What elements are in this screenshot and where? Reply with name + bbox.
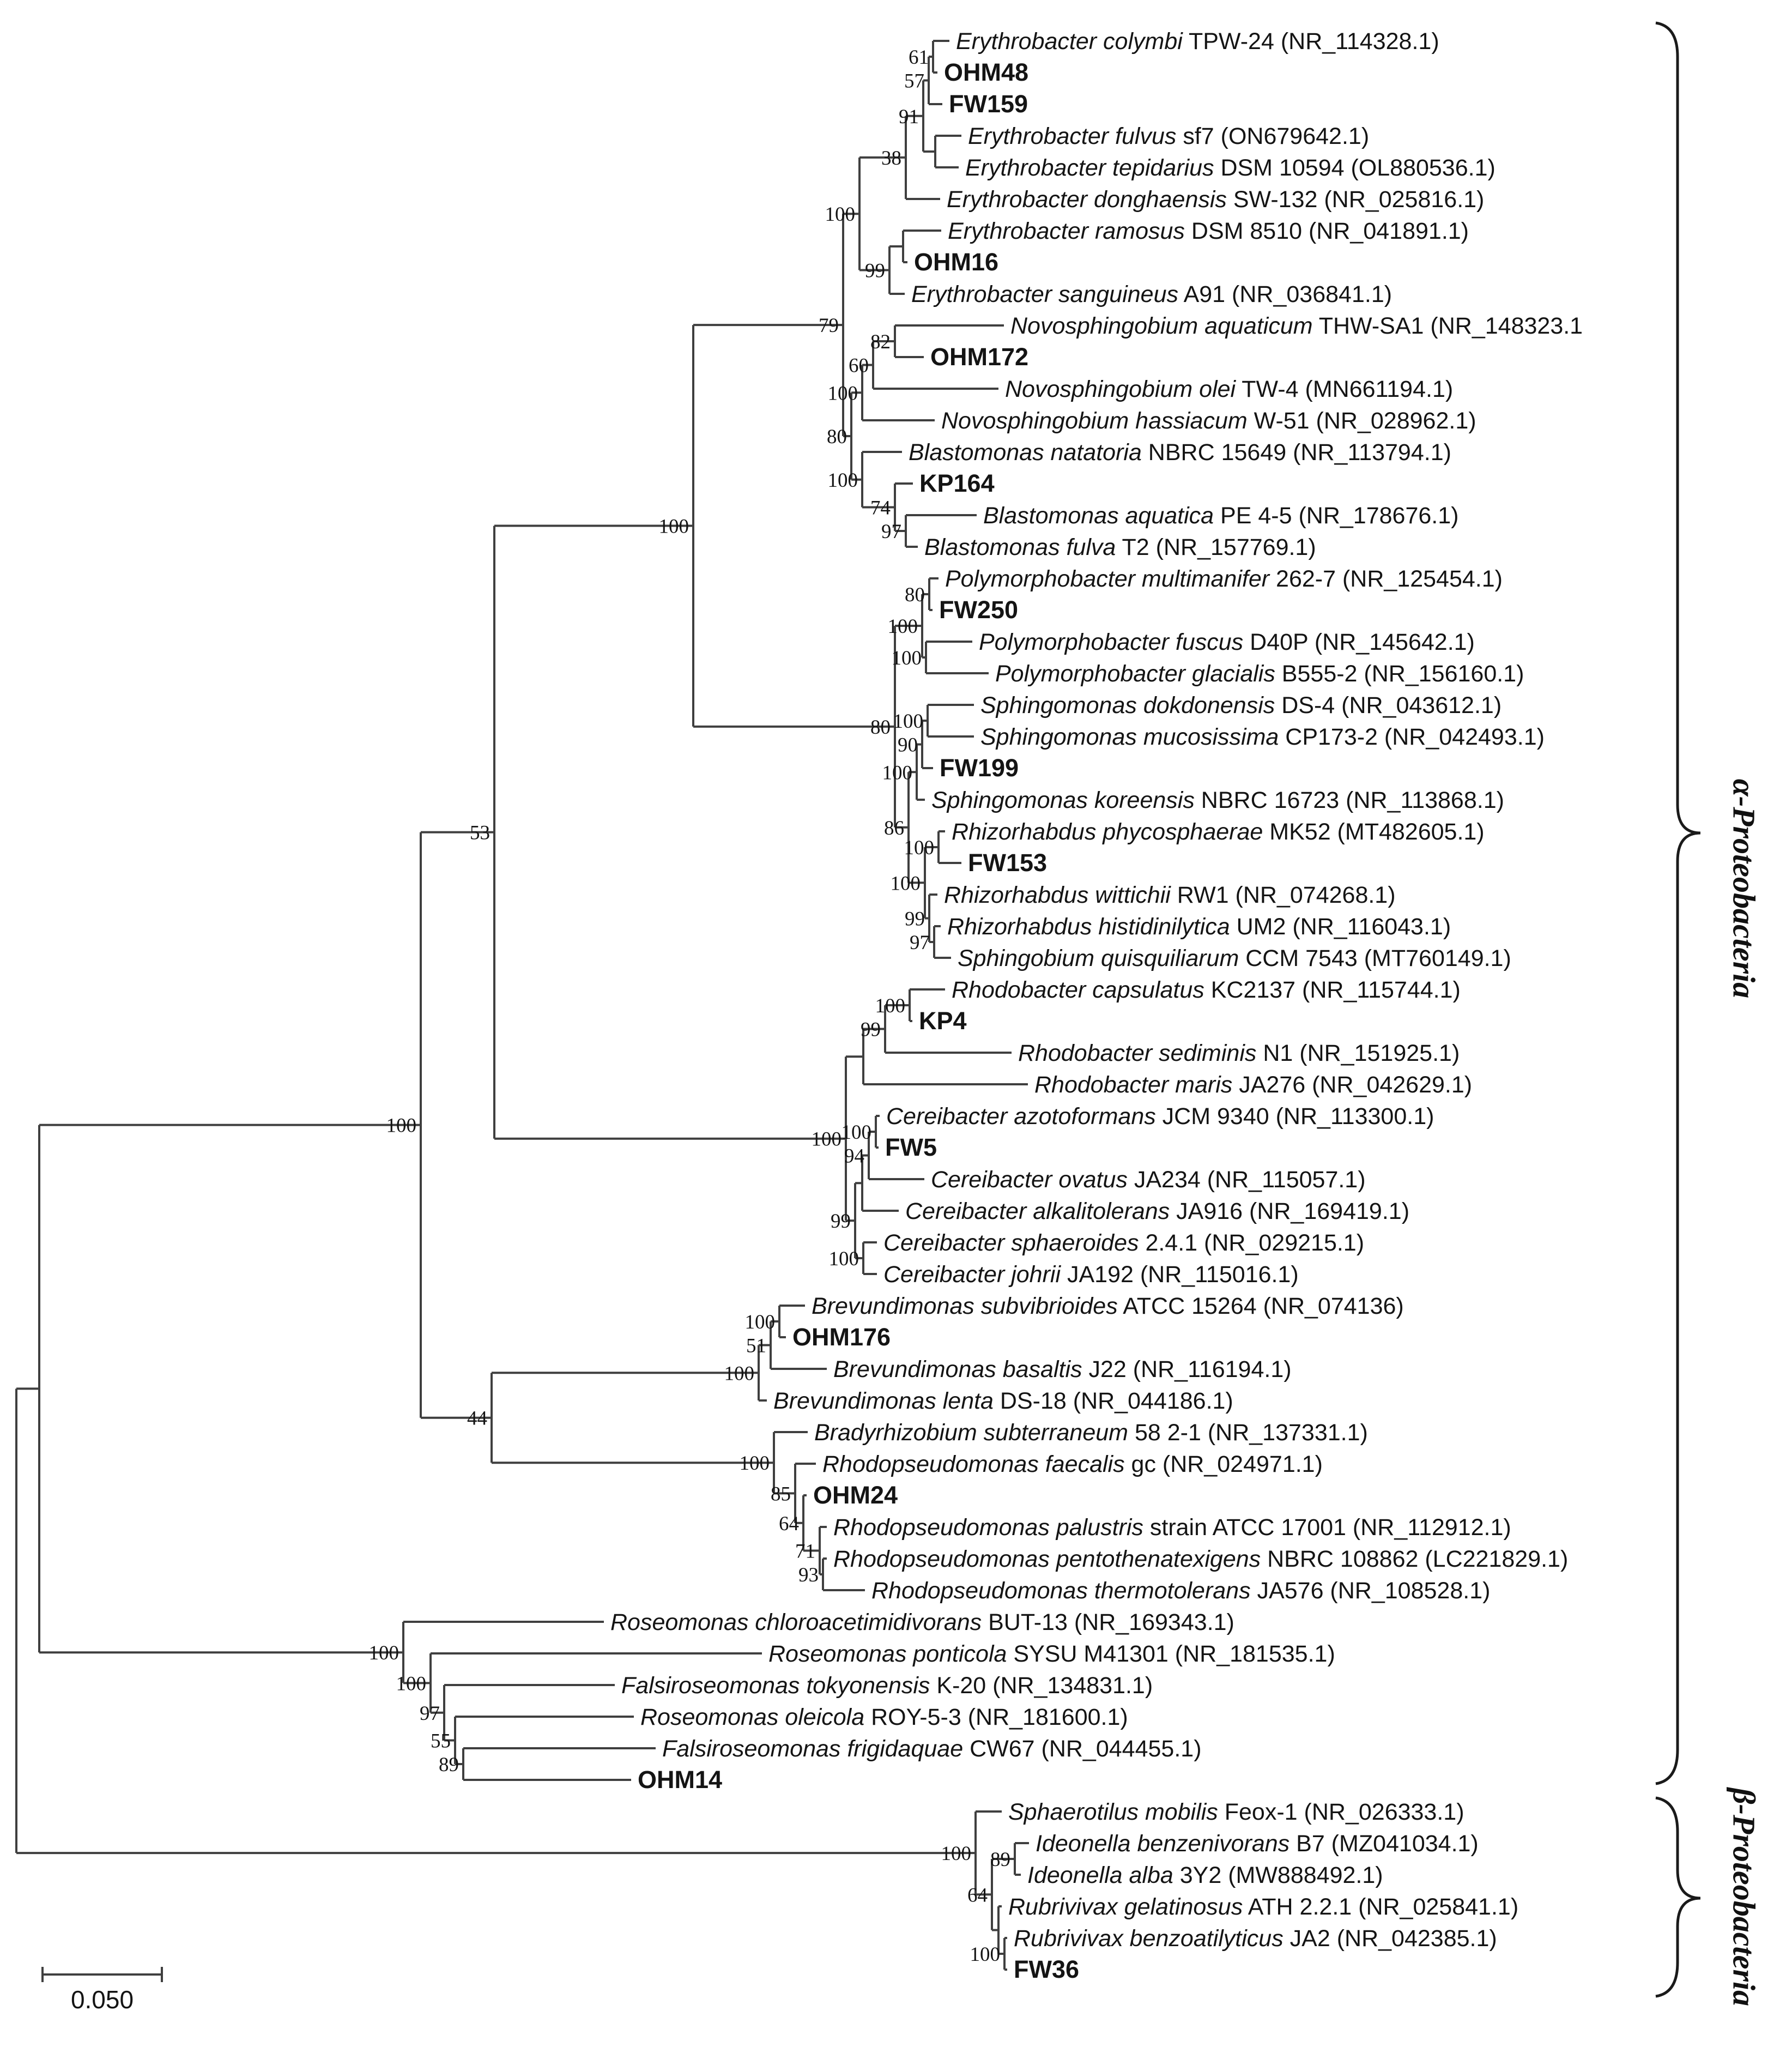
bootstrap-label: 100 bbox=[828, 1248, 859, 1270]
bootstrap-label: 100 bbox=[887, 615, 918, 638]
leaf-label: Erythrobacter colymbi TPW-24 (NR_114328.1) bbox=[956, 28, 1439, 55]
bootstrap-label: 44 bbox=[467, 1407, 487, 1430]
bootstrap-label: 99 bbox=[861, 1018, 881, 1041]
leaf-label: Rubrivivax gelatinosus ATH 2.2.1 (NR_025841.1) bbox=[1008, 1894, 1519, 1920]
leaf-label: OHM48 bbox=[944, 58, 1029, 86]
bootstrap-label: 100 bbox=[941, 1843, 971, 1865]
leaf-label: Novosphingobium hassiacum W-51 (NR_028962.1) bbox=[941, 408, 1476, 434]
leaf-label: Rhodopseudomonas thermotolerans JA576 (NR_108528.1) bbox=[871, 1578, 1491, 1604]
bootstrap-label: 86 bbox=[884, 817, 904, 840]
leaf-label: Erythrobacter sanguineus A91 (NR_036841.1) bbox=[911, 281, 1393, 307]
bootstrap-label: 97 bbox=[881, 521, 901, 543]
bootstrap-label: 71 bbox=[795, 1540, 815, 1563]
leaf-label: Sphaerotilus mobilis Feox-1 (NR_026333.1) bbox=[1008, 1799, 1464, 1825]
bootstrap-label: 89 bbox=[990, 1849, 1010, 1871]
beta-clade-bracket bbox=[1656, 1798, 1700, 1996]
leaf-label: Erythrobacter ramosus DSM 8510 (NR_041891.1) bbox=[948, 218, 1469, 244]
leaf-label: Cereibacter ovatus JA234 (NR_115057.1) bbox=[931, 1167, 1366, 1193]
bootstrap-label: 38 bbox=[881, 147, 901, 170]
bootstrap-label: 100 bbox=[970, 1943, 1000, 1966]
bootstrap-label: 100 bbox=[724, 1362, 754, 1385]
leaf-label: OHM24 bbox=[813, 1481, 898, 1509]
leaf-label: Rhizorhabdus wittichii RW1 (NR_074268.1) bbox=[944, 882, 1396, 908]
bootstrap-label: 51 bbox=[746, 1335, 766, 1357]
leaf-label: Sphingomonas dokdonensis DS-4 (NR_043612.1) bbox=[980, 692, 1502, 718]
leaf-label: OHM176 bbox=[792, 1323, 891, 1351]
bootstrap-label: 100 bbox=[841, 1121, 871, 1144]
leaf-label: KP164 bbox=[919, 469, 995, 497]
leaf-label: Roseomonas ponticola SYSU M41301 (NR_181535.1) bbox=[768, 1641, 1335, 1667]
bootstrap-label: 100 bbox=[368, 1642, 399, 1665]
leaf-label: FW5 bbox=[885, 1133, 937, 1161]
bootstrap-label: 100 bbox=[396, 1672, 426, 1695]
bootstrap-label: 100 bbox=[386, 1114, 416, 1137]
bootstrap-label: 53 bbox=[470, 822, 490, 844]
alpha-clade-bracket bbox=[1656, 23, 1700, 1784]
bootstrap-label: 100 bbox=[811, 1128, 841, 1151]
leaf-label: Rubrivivax benzoatilyticus JA2 (NR_042385.1) bbox=[1014, 1925, 1497, 1952]
leaf-label: KP4 bbox=[919, 1007, 967, 1035]
leaf-label: Cereibacter alkalitolerans JA916 (NR_169419.1) bbox=[905, 1198, 1410, 1224]
leaf-label: FW199 bbox=[940, 754, 1019, 782]
leaf-label: Rhodopseudomonas pentothenatexigens NBRC 108862 (LC221829.1) bbox=[833, 1546, 1569, 1572]
bootstrap-label: 91 bbox=[899, 105, 919, 128]
leaf-label: Novosphingobium aquaticum THW-SA1 (NR_148323.1 bbox=[1010, 313, 1583, 339]
leaf-label: Novosphingobium olei TW-4 (MN661194.1) bbox=[1005, 376, 1454, 402]
bootstrap-label: 100 bbox=[658, 515, 689, 538]
bootstrap-label: 94 bbox=[844, 1145, 864, 1168]
leaf-label: Roseomonas oleicola ROY-5-3 (NR_181600.1) bbox=[640, 1704, 1128, 1730]
leaf-label: Blastomonas fulva T2 (NR_157769.1) bbox=[924, 534, 1316, 560]
leaf-label: FW250 bbox=[939, 596, 1019, 624]
bootstrap-label: 90 bbox=[898, 734, 918, 757]
leaf-label: Rhodopseudomonas palustris strain ATCC 17001 (NR_112912.1) bbox=[833, 1514, 1511, 1541]
leaf-label: FW159 bbox=[949, 90, 1028, 118]
leaf-label: Sphingomonas koreensis NBRC 16723 (NR_113868.1) bbox=[931, 787, 1504, 813]
bootstrap-label: 57 bbox=[904, 70, 924, 93]
leaf-label: Roseomonas chloroacetimidivorans BUT-13 (NR_169343.1) bbox=[610, 1609, 1234, 1635]
leaf-label: Erythrobacter fulvus sf7 (ON679642.1) bbox=[968, 123, 1370, 149]
bootstrap-label: 100 bbox=[827, 469, 858, 492]
leaf-label: Rhizorhabdus histidinilytica UM2 (NR_116043.1) bbox=[947, 914, 1451, 940]
bootstrap-label: 79 bbox=[819, 315, 839, 337]
bootstrap-label: 100 bbox=[744, 1311, 775, 1333]
leaf-label: Bradyrhizobium subterraneum 58 2-1 (NR_137331.1) bbox=[814, 1420, 1368, 1446]
scale-bar-label: 0.050 bbox=[70, 1985, 134, 2014]
leaf-label: Blastomonas natatoria NBRC 15649 (NR_113794.1) bbox=[909, 439, 1451, 466]
bootstrap-label: 80 bbox=[905, 584, 925, 606]
leaf-label: Ideonella benzenivorans B7 (MZ041034.1) bbox=[1036, 1831, 1479, 1857]
leaf-label: Brevundimonas basaltis J22 (NR_116194.1) bbox=[833, 1356, 1292, 1382]
leaf-label: Cereibacter sphaeroides 2.4.1 (NR_029215.1) bbox=[883, 1230, 1365, 1256]
bootstrap-label: 100 bbox=[891, 647, 922, 669]
leaf-label: Falsiroseomonas frigidaquae CW67 (NR_044455.1) bbox=[662, 1736, 1202, 1762]
leaf-label: Polymorphobacter fuscus D40P (NR_145642.1) bbox=[979, 629, 1475, 655]
leaf-label: FW153 bbox=[968, 849, 1048, 877]
leaf-label: OHM172 bbox=[930, 343, 1029, 371]
bootstrap-label: 64 bbox=[967, 1884, 988, 1907]
bootstrap-label: 99 bbox=[865, 259, 885, 282]
bootstrap-label: 97 bbox=[420, 1702, 440, 1725]
bootstrap-label: 100 bbox=[827, 382, 858, 405]
bootstrap-label: 55 bbox=[431, 1730, 451, 1753]
bootstrap-label: 80 bbox=[827, 426, 847, 448]
leaf-label: Falsiroseomonas tokyonensis K-20 (NR_134831.1) bbox=[621, 1672, 1153, 1699]
bootstrap-label: 100 bbox=[825, 203, 855, 226]
leaf-label: OHM14 bbox=[638, 1766, 723, 1794]
bootstrap-label: 82 bbox=[870, 331, 891, 353]
leaf-label: Blastomonas aquatica PE 4-5 (NR_178676.1) bbox=[983, 503, 1459, 529]
bootstrap-label: 99 bbox=[831, 1210, 851, 1233]
bootstrap-label: 100 bbox=[875, 995, 905, 1017]
bootstrap-label: 85 bbox=[771, 1483, 791, 1506]
bootstrap-label: 100 bbox=[893, 710, 923, 733]
leaf-label: Sphingomonas mucosissima CP173-2 (NR_042493.1) bbox=[980, 724, 1545, 750]
bootstrap-label: 93 bbox=[798, 1564, 819, 1586]
leaf-label: Sphingobium quisquiliarum CCM 7543 (MT760149.1) bbox=[958, 945, 1511, 971]
bootstrap-label: 64 bbox=[779, 1512, 799, 1535]
bootstrap-label: 89 bbox=[439, 1754, 459, 1776]
leaf-label: Rhodobacter sediminis N1 (NR_151925.1) bbox=[1018, 1040, 1460, 1066]
alpha-proteobacteria-label: α-Proteobacteria bbox=[1726, 778, 1762, 999]
bootstrap-label: 74 bbox=[870, 497, 891, 520]
leaf-label: OHM16 bbox=[914, 248, 999, 276]
leaf-label: Rhizorhabdus phycosphaerae MK52 (MT482605.1) bbox=[952, 819, 1485, 845]
leaf-label: Cereibacter azotoformans JCM 9340 (NR_113300.1) bbox=[886, 1103, 1434, 1130]
leaf-label: Ideonella alba 3Y2 (MW888492.1) bbox=[1027, 1862, 1383, 1888]
leaf-label: Rhodobacter capsulatus KC2137 (NR_115744.1) bbox=[952, 977, 1461, 1003]
beta-proteobacteria-label: β-Proteobacteria bbox=[1726, 1788, 1762, 2007]
leaf-label: FW36 bbox=[1014, 1955, 1080, 1983]
bootstrap-label: 61 bbox=[909, 46, 929, 69]
bootstrap-label: 100 bbox=[904, 837, 934, 859]
leaf-label: Cereibacter johrii JA192 (NR_115016.1) bbox=[883, 1261, 1299, 1288]
bootstrap-label: 80 bbox=[870, 716, 891, 739]
leaf-label: Polymorphobacter multimanifer 262-7 (NR_125454.1) bbox=[945, 566, 1503, 592]
leaf-label: Rhodopseudomonas faecalis gc (NR_024971.1) bbox=[822, 1451, 1323, 1477]
bootstrap-label: 99 bbox=[905, 908, 925, 931]
leaf-label: Brevundimonas subvibrioides ATCC 15264 (NR_074136) bbox=[812, 1293, 1404, 1319]
bootstrap-label: 100 bbox=[739, 1452, 770, 1475]
leaf-label: Polymorphobacter glacialis B555-2 (NR_156160.1) bbox=[995, 661, 1524, 687]
leaf-label: Erythrobacter tepidarius DSM 10594 (OL880536.1) bbox=[965, 155, 1496, 181]
leaf-label: Erythrobacter donghaensis SW-132 (NR_025816.1) bbox=[947, 186, 1485, 213]
bootstrap-label: 60 bbox=[849, 354, 869, 377]
bootstrap-label: 97 bbox=[910, 932, 930, 954]
bootstrap-label: 100 bbox=[890, 872, 921, 895]
bootstrap-label: 100 bbox=[882, 762, 912, 784]
leaf-label: Brevundimonas lenta DS-18 (NR_044186.1) bbox=[773, 1388, 1233, 1414]
leaf-label: Rhodobacter maris JA276 (NR_042629.1) bbox=[1034, 1072, 1473, 1098]
